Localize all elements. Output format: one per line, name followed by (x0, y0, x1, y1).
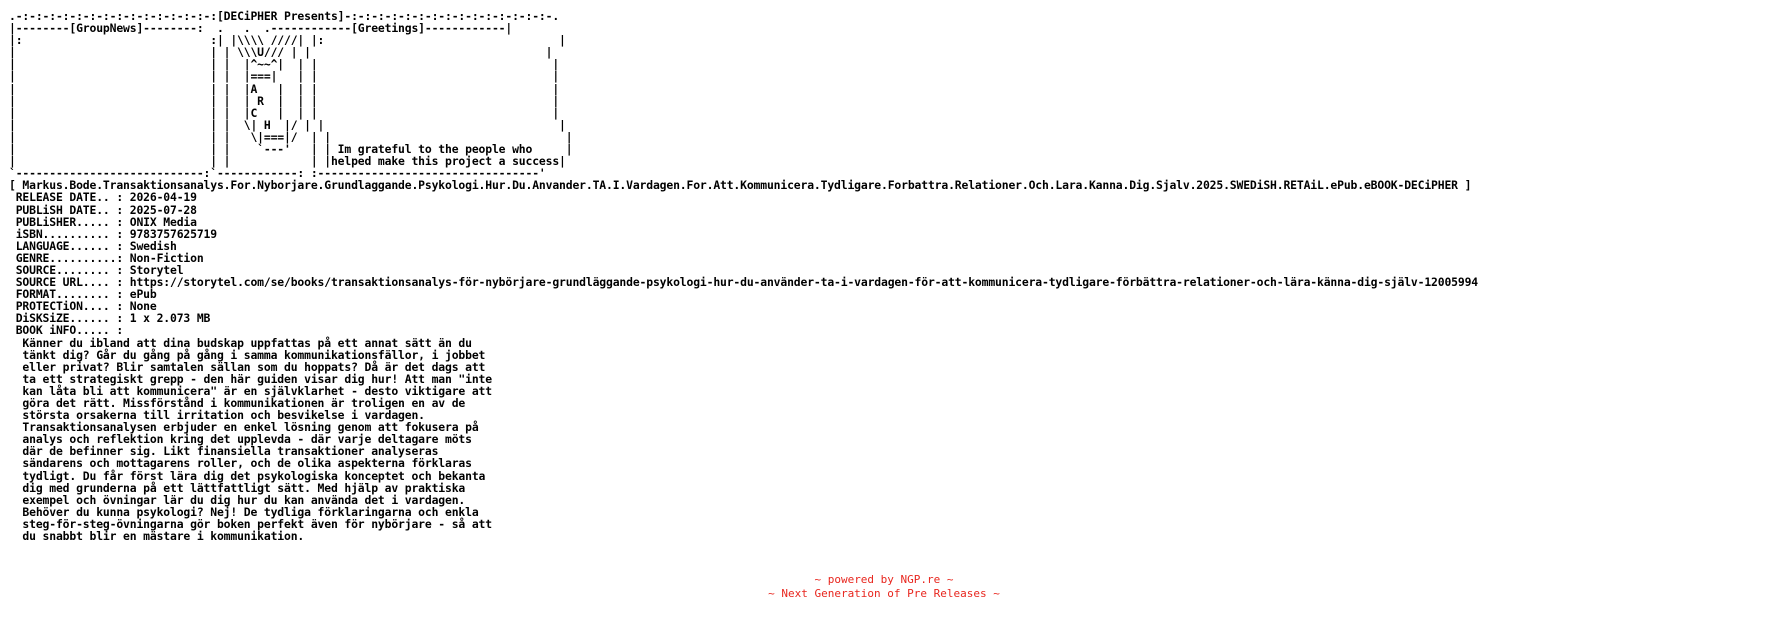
footer-powered-by: ~ powered by NGP.re ~ (814, 573, 954, 586)
nfo-text-block: .-:-:-:-:-:-:-:-:-:-:-:-:-:-:-:[DECiPHER Presents]-:-:-:-:-:-:-:-:-:-:-:-:-:-:-:-. |--------[GroupNews]--------: . . .------------[Greetings]------------| |: :| |\\\\ ////| |: | | | | \\\U/// | | | | | | |^~~^| | | | | | | |===| | | | | | | |A | | | | | | | | R | | | | | | | |C | | | | | | | \| H |/ | | | | | | \|===|/ | | | | | | `---' | | Im grateful to the people who | | | | | |helped make this project a success| `----------------------------:`------------: :---------------------------------' [ Markus.Bode.Transaktionsanalys.For.Nyborjare.Grundlaggande.Psykologi.Hur.Du.Anvander.TA.I.Vardagen.For.Att.Kommunicera.Tydligare.Forbattra.Relationer.Och.Lara.Kanna.Dig.Sjalv.2025.SWEDiSH.RETAiL.ePub.eBOOK-DECiPHER ] RELEASE DATE.. : 2026-04-19 PUBLiSH DATE.. : 2025-07-28 PUBLiSHER..... : ONIX Media iSBN.......... : 9783757625719 LANGUAGE...... : Swedish GENRE..........: Non-Fiction SOURCE........ : Storytel SOURCE URL.... : https://storytel.com/se/books/transaktionsanalys-för-nybörjare-grundläggande-psykologi-hur-du-använder-ta-i-vardagen-för-att-kommunicera-tydligare-förbättra-relationer-och-lära-känna-dig-själv-12005994 FORMAT........ : ePub PROTECTiON.... : None DiSKSiZE...... : 1 x 2.073 MB BOOK iNFO..... : Känner du ibland att dina budskap uppfattas på ett annat sätt än du tänkt dig? Går du gång på gång i samma kommunikationsfällor, i jobbet eller privat? Blir samtalen sällan som du hoppats? Då är det dags att ta ett strategiskt grepp - den här guiden visar dig hur! Att man "inte kan låta bli att kommunicera" är en självklarhet - desto viktigare att göra det rätt. Missförstånd i kommunikationen är troligen en av de största orsakerna till irritation och besvikelse i vardagen. Transaktionsanalysen erbjuder en enkel lösning genom att fokusera på analys och reflektion kring det upplevda - där varje deltagare möts där de befinner sig. Likt finansiella transaktioner analyseras sändarens och mottagarens roller, och de olika aspekterna förklaras tydligt. Du får först lära dig det psykologiska konceptet och bekanta dig med grunderna på ett lättfattligt sätt. Med hjälp av praktiska exempel och övningar lär du dig hur du kan använda det i vardagen. Behöver du kunna psykologi? Nej! De tydliga förklaringarna och enkla steg-för-steg-övningarna gör boken perfekt även för nybörjare - så att du snabbt blir en mästare i kommunikation. (9, 9, 1478, 544)
footer (0, 573, 1768, 601)
footer-tagline: ~ Next Generation of Pre Releases ~ (768, 587, 1000, 600)
